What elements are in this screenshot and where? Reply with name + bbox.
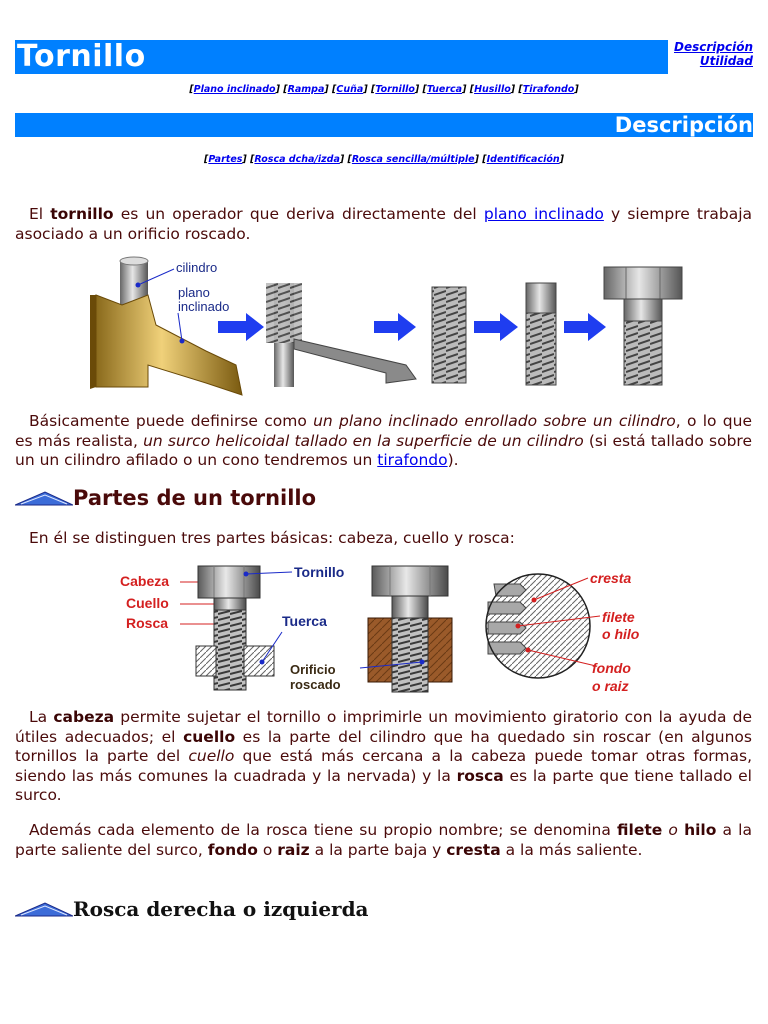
nav-tuerca[interactable]: Tuerca [426, 84, 463, 95]
label-o-raiz: o raiz [592, 678, 629, 694]
nav-husillo[interactable]: Husillo [474, 84, 511, 95]
side-links [668, 40, 753, 68]
heading-rosca-row [15, 897, 369, 921]
nav-identificacion[interactable]: Identificación [486, 154, 560, 165]
link-plano-inclinado[interactable]: plano inclinado [483, 205, 604, 223]
paragraph-definicion: Básicamente puede definirse como un plano inclinado enrollado sobre un cilindro, o lo que es más realista, un surco helicoidal tallado en la superficie de un cilindro (si está tallado sobre un un cilindro afilado o un cono tendremos un tirafondo). [15, 412, 752, 469]
nav-rosca-sencilla[interactable]: Rosca sencilla/múltiple [351, 154, 475, 165]
paragraph-partes-detalle: La cabeza permite sujetar el tornillo o imprimirle un movimiento giratorio con la ayuda de útiles adecuados; el cuello es la parte del cilindro que ha quedado sin roscar (en algunos tornillos la parte del cuello que está más cercana a la cabeza puede tomar otras formas, siendo las más comunes la cuadrada y la nervada) y la rosca es la parte que tiene tallado el surco. [15, 708, 753, 804]
intro-paragraph: El tornillo es un operador que deriva directamente del plano inclinado y siempre trabaja asociado a un orificio roscado. [15, 205, 753, 243]
label-cuello: Cuello [126, 595, 169, 611]
label-inclinado: inclinado [178, 299, 230, 314]
label-cilindro: cilindro [176, 260, 218, 275]
label-filete: filete [602, 609, 635, 625]
paragraph-elementos-rosca: Además cada elemento de la rosca tiene su propio nombre; se denomina filete o hilo a la parte saliente del surco, fondo o raiz a la parte baja y cresta a la más saliente. [15, 821, 752, 859]
label-cabeza: Cabeza [120, 573, 170, 589]
figure-partes-tornillo [110, 556, 660, 698]
label-fondo: fondo [592, 660, 631, 676]
label-tuerca: Tuerca [282, 613, 327, 629]
nav-rampa[interactable]: Rampa [287, 84, 325, 95]
main-nav: [Plano inclinado] [Rampa] [Cuña] [Tornillo] [Tuerca] [Husillo] [Tirafondo] [189, 84, 579, 95]
page-title-bar [15, 40, 668, 74]
nav-tirafondo[interactable]: Tirafondo [522, 84, 575, 95]
label-plano: plano [178, 285, 210, 300]
section-bar [15, 113, 753, 137]
nav-cuna[interactable]: Cuña [336, 84, 364, 95]
section-nav: [Partes] [Rosca dcha/izda] [Rosca sencilla/múltiple] [Identificación] [203, 154, 564, 165]
label-orificio: Orificio [290, 662, 336, 677]
label-o-hilo: o hilo [602, 626, 640, 642]
page-title: Tornillo [17, 39, 146, 74]
heading-rosca: Rosca derecha o izquierda [73, 897, 369, 921]
link-tirafondo[interactable]: tirafondo [377, 451, 448, 469]
figure-plano-a-tornillo [86, 255, 686, 397]
triangle-bullet-icon [15, 901, 73, 917]
link-descripcion[interactable]: Descripción [674, 40, 753, 54]
label-roscado: roscado [290, 677, 341, 692]
nav-plano-inclinado[interactable]: Plano inclinado [193, 84, 276, 95]
paragraph-partes-intro: En él se distinguen tres partes básicas: cabeza, cuello y rosca: [29, 529, 515, 547]
label-cresta: cresta [590, 570, 632, 586]
nav-tornillo[interactable]: Tornillo [375, 84, 415, 95]
triangle-bullet-icon [15, 490, 73, 506]
label-rosca: Rosca [126, 615, 169, 631]
heading-partes-row [15, 486, 316, 510]
heading-partes: Partes de un tornillo [73, 486, 317, 510]
link-utilidad[interactable]: Utilidad [699, 54, 753, 68]
label-tornillo: Tornillo [294, 564, 345, 580]
nav-partes[interactable]: Partes [208, 154, 243, 165]
nav-rosca-dcha-izda[interactable]: Rosca dcha/izda [254, 154, 340, 165]
section-title: Descripción [614, 113, 753, 137]
